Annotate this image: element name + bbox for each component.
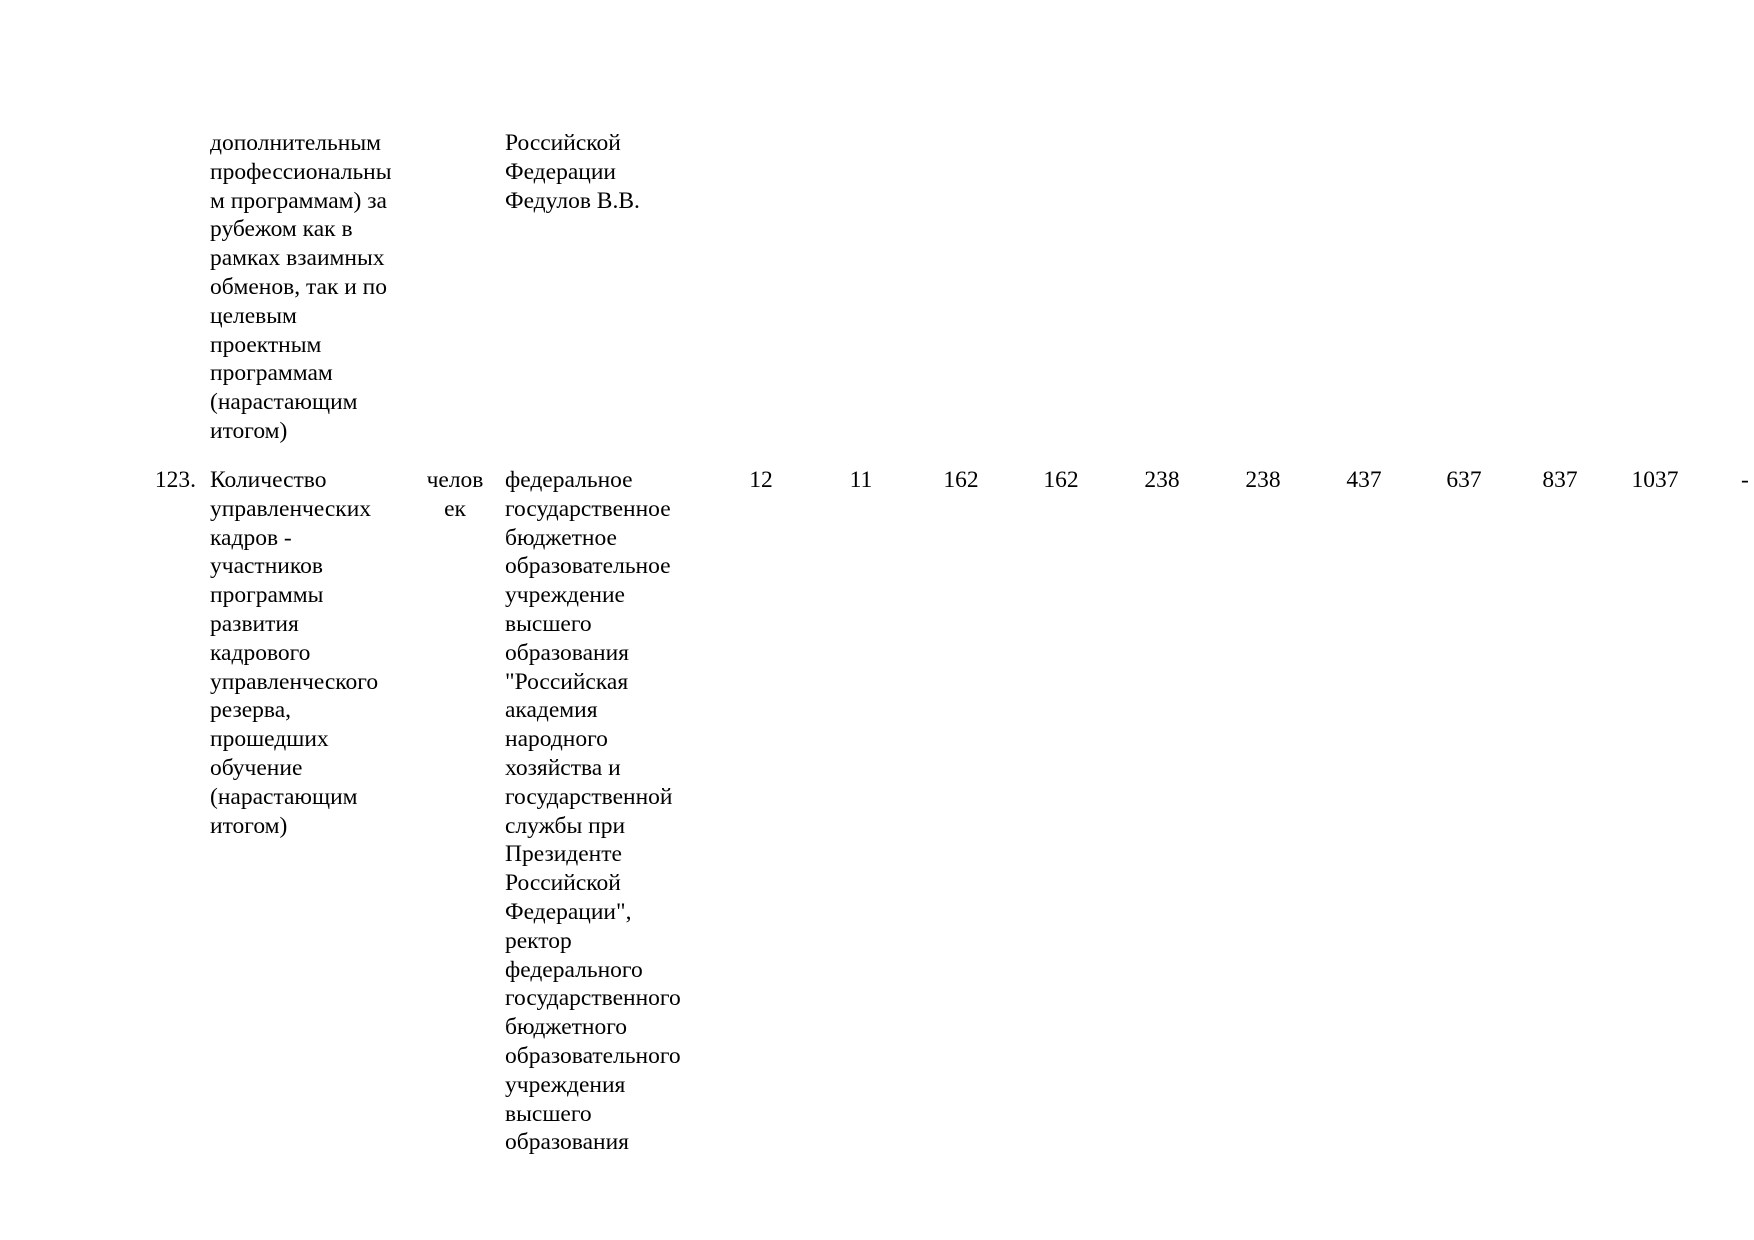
value-cell: 238 xyxy=(1144,467,1180,493)
value-cell: 238 xyxy=(1245,467,1281,493)
value-cell: 837 xyxy=(1542,467,1578,493)
responsible-text: федеральное государственное бюджетное образовательное учреждение высшего образования "Российская академия народного хозяйства и государственной службы при Президенте Российской Федерации", ректор федерального государственного бюджетного образовательного учреждения высшего образования xyxy=(505,467,681,1156)
responsible-text: Российской Федерации Федулов В.В. xyxy=(505,130,640,214)
indicator-name-text: дополнительным профессиональны м программам) за рубежом как в рамках взаимных обменов, так и по целевым проектным программам (нарастающим итогом) xyxy=(210,130,392,444)
value-cell: 11 xyxy=(849,467,873,493)
trailing-dash: - xyxy=(1741,467,1749,493)
indicator-name-text: Количество управленческих кадров - участников программы развития кадрового управленческого резерва, прошедших обучение (нарастающим итогом) xyxy=(210,467,379,839)
value-cell: 637 xyxy=(1446,467,1482,493)
value-cell: 437 xyxy=(1346,467,1382,493)
row-number: 123. xyxy=(154,467,196,493)
value-cell: 12 xyxy=(749,467,773,493)
value-cell: 1037 xyxy=(1631,467,1679,493)
value-cell: 162 xyxy=(1043,467,1079,493)
value-cell: 162 xyxy=(943,467,979,493)
unit-text: челов ек xyxy=(426,467,484,522)
